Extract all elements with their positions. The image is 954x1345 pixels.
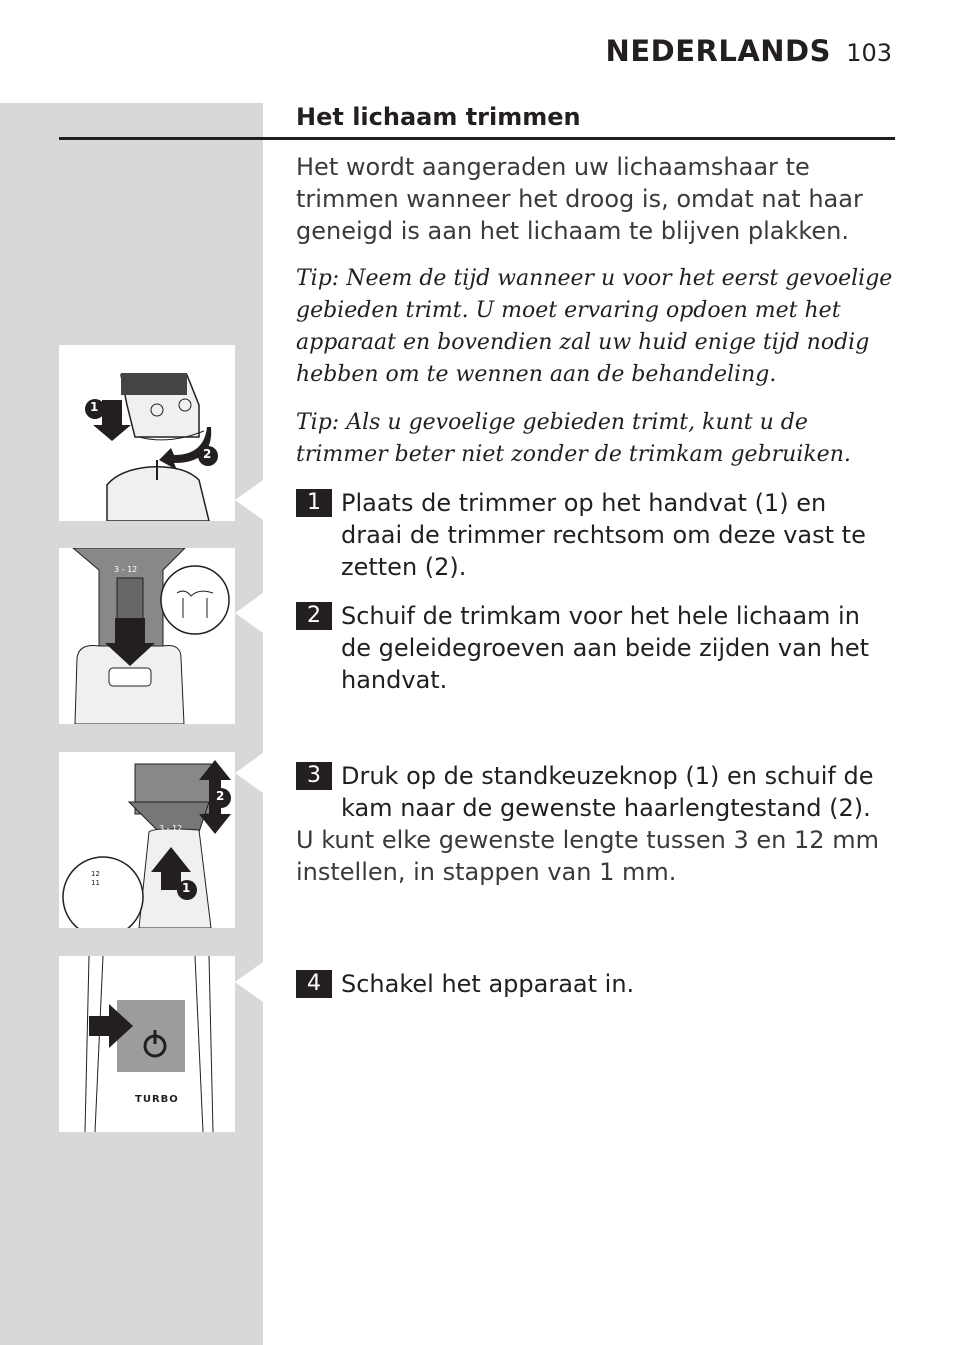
scale-label: 11: [91, 879, 100, 887]
page-number: 103: [846, 39, 892, 67]
step-text: Schuif de trimkam voor het hele lichaam in de geleidegroeven aan beide zijden van het handvat.: [341, 602, 870, 694]
step-3: [296, 760, 886, 824]
scale-label: 12: [91, 870, 100, 878]
step-3-note: U kunt elke gewenste lengte tussen 3 en 12 mm instellen, in stappen van 1 mm.: [296, 826, 879, 886]
pointer-arrow: [235, 593, 263, 633]
marker-1: 1: [182, 881, 191, 895]
section-title: Het lichaam trimmen: [296, 103, 581, 131]
step-2: [296, 600, 886, 696]
marker-1: 1: [90, 400, 99, 414]
illustration-power-button: [59, 956, 235, 1132]
section-divider: [59, 137, 895, 140]
marker-2: 2: [216, 789, 225, 803]
step-number: 1: [296, 489, 332, 517]
intro-paragraph: Het wordt aangeraden uw lichaamshaar te trimmen wanneer het droog is, omdat nat haar geneigd is aan het lichaam te blijven plakken.: [296, 153, 863, 245]
illustration-length-setting: [59, 752, 235, 928]
step-text: Schakel het apparaat in.: [341, 970, 635, 998]
step-1: [296, 487, 886, 583]
step-text: Druk op de standkeuzeknop (1) en schuif de kam naar de gewenste haarlengtestand (2).: [341, 762, 874, 822]
range-label: 3 - 12: [114, 565, 138, 574]
illustration-attach-trimmer: [59, 345, 235, 521]
tip-paragraph-1: Tip: Neem de tijd wanneer u voor het eerst gevoelige gebieden trimt. U moet ervaring opdoen met het apparaat en bovendien zal uw huid enige tijd nodig hebben om te wennen aan de behandeling.: [296, 266, 893, 387]
header-language: NEDERLANDS: [605, 34, 831, 68]
pointer-arrow: [235, 753, 263, 793]
illustration-body-comb: [59, 548, 235, 724]
pointer-arrow: [235, 480, 263, 520]
step-number: 3: [296, 762, 332, 790]
turbo-label: TURBO: [135, 1094, 179, 1105]
pointer-arrow: [235, 962, 263, 1002]
tip-paragraph-2: Tip: Als u gevoelige gebieden trimt, kunt u de trimmer beter niet zonder de trimkam gebruiken.: [296, 410, 851, 467]
step-text: Plaats de trimmer op het handvat (1) en draai de trimmer rechtsom om deze vast te zetten (2).: [341, 489, 866, 581]
step-number: 4: [296, 970, 332, 998]
step-4: [296, 968, 886, 1000]
step-number: 2: [296, 602, 332, 630]
range-label: 3 - 12: [159, 824, 183, 833]
marker-2: 2: [203, 447, 212, 461]
sidebar-panel: [0, 103, 263, 1345]
